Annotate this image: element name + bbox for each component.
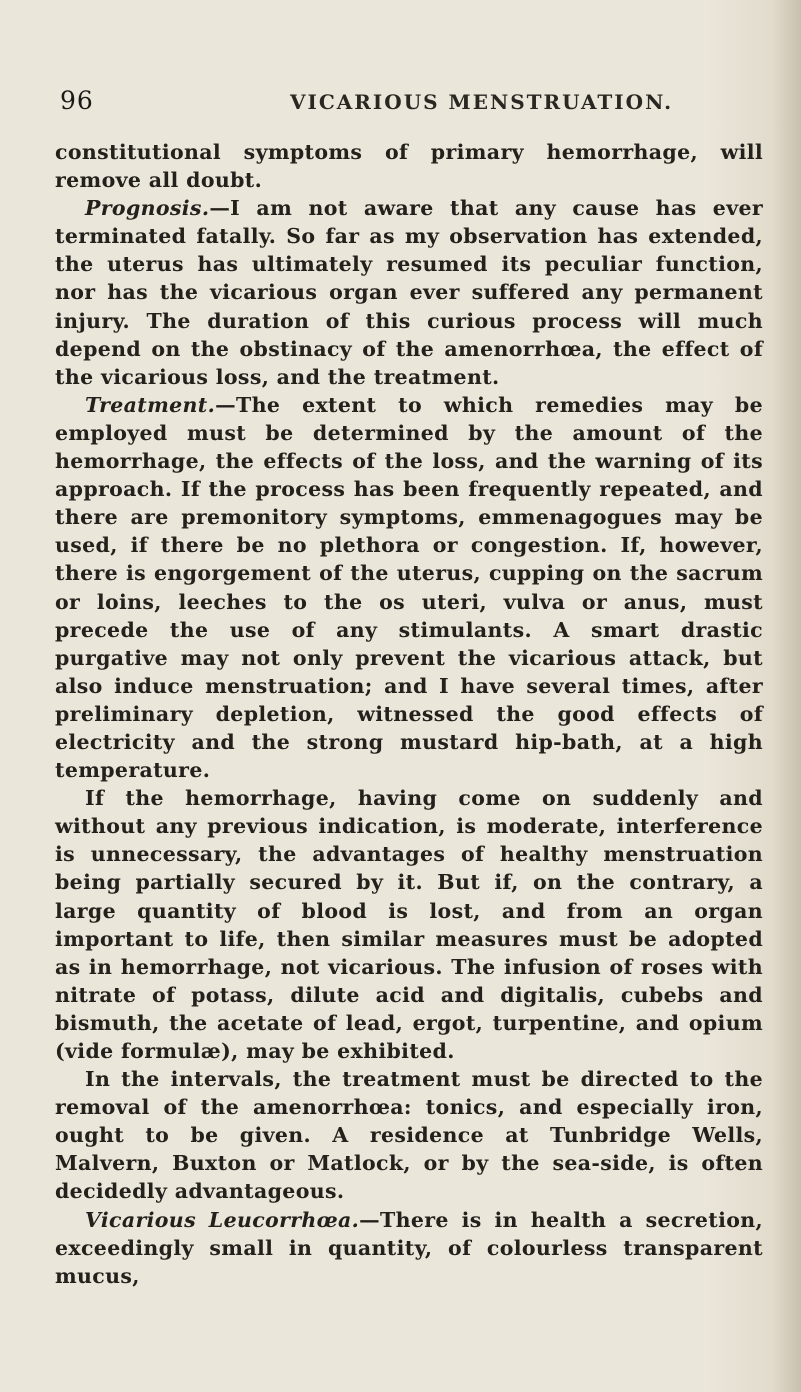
paragraph-text: —There is in health a secretion, exceedingly small in quantity, of colourless transparent mucus, <box>55 1207 763 1288</box>
page-number: 96 <box>60 86 94 115</box>
section-lead-treatment: Treatment. <box>85 392 216 417</box>
paragraph-text: If the hemorrhage, having come on suddenly and without any previous indication, is moderate, interference is unnecessary, the advantages of healthy menstruation being partially secured by it. But if, on the contrary, a large quantity of blood is lost, and from an organ important to life, then similar measures must be adopted as in hemorrhage, not vicarious. The infusion of roses with nitrate of potass, dilute acid and digitalis, cubebs and bismuth, the acetate of lead, ergot, turpentine, and opium (vide formulæ), may be exhibited. <box>55 786 763 1063</box>
paragraph-text: constitutional symptoms of primary hemorrhage, will remove all doubt. <box>55 140 763 193</box>
body-text <box>55 138 763 1290</box>
section-lead-prognosis: Prognosis. <box>85 196 210 221</box>
section-lead-vicarious-leucorrhoea: Vicarious Leucorrhœa. <box>85 1207 360 1232</box>
running-title: VICARIOUS MENSTRUATION. <box>290 90 674 114</box>
paragraph-text: In the intervals, the treatment must be directed to the removal of the amenorrhœa: tonics, and especially iron, ought to be given. A residence at Tunbridge Wells, Malvern, Buxton or Matlock, or by the sea-side, is often decidedly advantageous. <box>55 1067 763 1204</box>
paragraph-vicarious-leucorrhoea <box>55 1206 763 1290</box>
paragraph-text: —The extent to which remedies may be employed must be determined by the amount of the hemorrhage, the effects of the loss, and the warning of its approach. If the process has been frequently repeated, and there are premonitory symptoms, emmenagogues may be used, if there be no plethora or congestion. If, however, there is engorgement of the uterus, cupping on the sacrum or loins, leeches to the os uteri, vulva or anus, must precede the use of any stimulants. A smart drastic purgative may not only prevent the vicarious attack, but also induce menstruation; and I have several times, after preliminary depletion, witnessed the good effects of electricity and the strong mustard hip-bath, at a high temperature. <box>55 392 763 783</box>
paragraph-hemorrhage <box>55 784 763 1065</box>
paragraph-text: —I am not aware that any cause has ever terminated fatally. So far as my observation has extended, the uterus has ultimately resumed its peculiar function, nor has the vicarious organ ever suffered any permanent injury. The duration of this curious process will much depend on the obstinacy of the amenorrhœa, the effect of the vicarious loss, and the treatment. <box>55 196 763 389</box>
paragraph-intervals <box>55 1065 763 1205</box>
paragraph-continuation <box>55 138 763 194</box>
paragraph-treatment <box>55 391 763 784</box>
page-edge-shadow <box>773 0 801 1392</box>
paragraph-prognosis <box>55 194 763 391</box>
running-head <box>60 86 760 116</box>
